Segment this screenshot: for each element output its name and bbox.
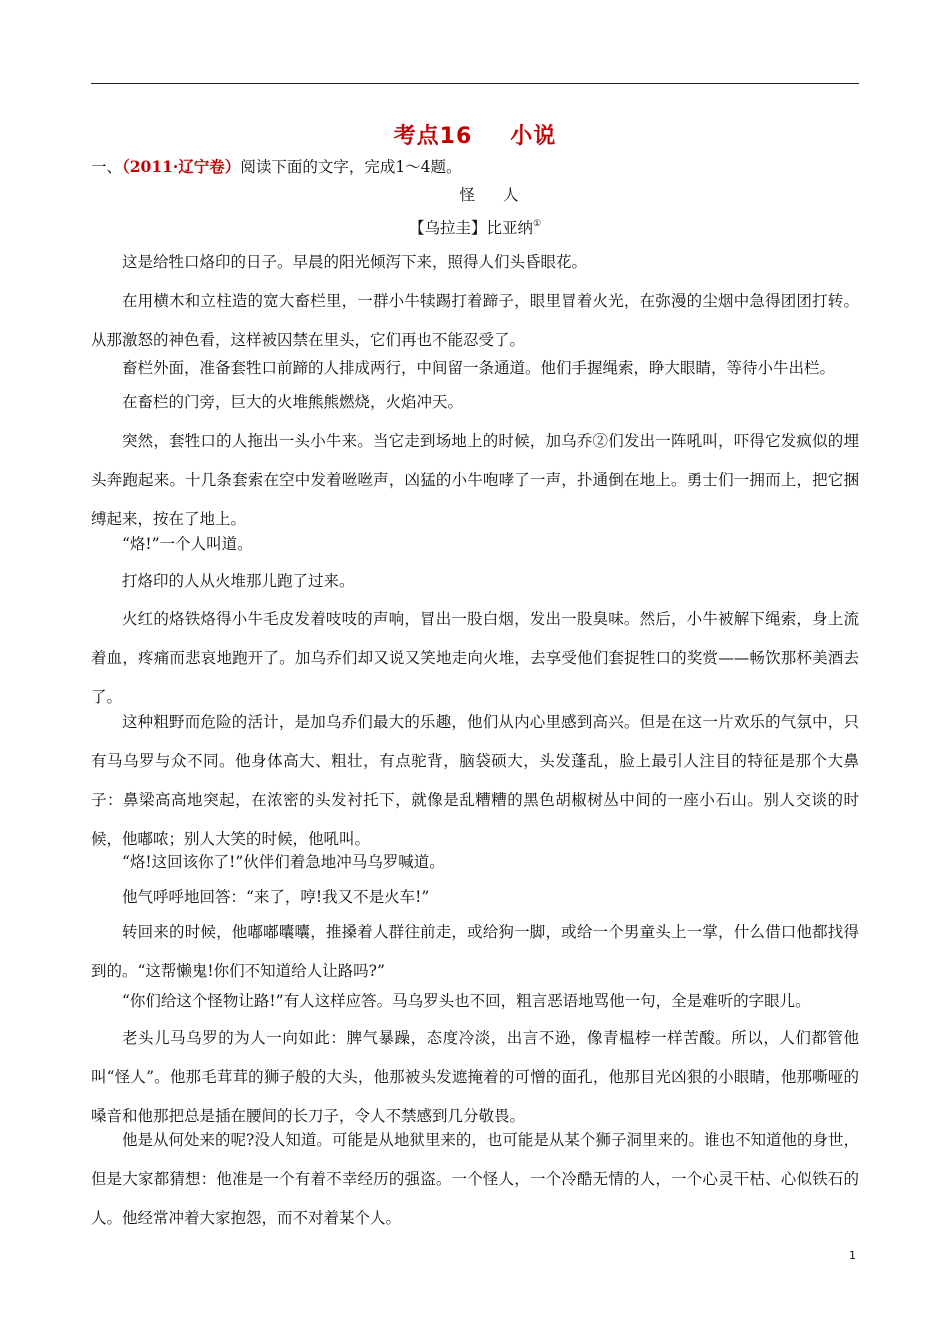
title-topic-name: 小说	[510, 124, 557, 149]
header-rule	[91, 83, 859, 84]
page-title	[0, 119, 950, 150]
paragraph-5: 突然，套牲口的人拖出一头小牛来。当它走到场地上的时候，加乌乔②们发出一阵吼叫，吓得它发疯似的埋头奔跑起来。十几条套索在空中发着咝咝声，凶猛的小牛咆哮了一声，扑通倒在地上。勇士们一拥而上，把它捆缚起来，按在了地上。	[91, 432, 859, 528]
paragraph-2: 在用横木和立柱造的宽大畜栏里，一群小牛犊踢打着蹄子，眼里冒着火光，在弥漫的尘烟中急得团团打转。从那激怒的神色看，这样被囚禁在里头，它们再也不能忍受了。	[91, 292, 859, 349]
paragraph-10: “烙!这回该你了!”伙伴们着急地冲马乌罗喊道。	[122, 853, 445, 871]
question-instruction: 阅读下面的文字，完成1～4题。	[240, 158, 462, 176]
paragraph-4: 在畜栏的门旁，巨大的火堆熊熊燃烧，火焰冲天。	[122, 393, 464, 411]
story-author	[0, 214, 950, 238]
author-footnote-mark: ①	[532, 219, 542, 229]
question-number: 一、	[91, 158, 123, 176]
paragraph-8: 火红的烙铁烙得小牛毛皮发着吱吱的声响，冒出一股白烟，发出一股臭味。然后，小牛被解下绳索，身上流着血，疼痛而悲哀地跑开了。加乌乔们却又说又笑地走向火堆，去享受他们套捉牲口的奖赏——畅饮那杯美酒去了。	[91, 610, 859, 706]
author-name: 【乌拉圭】比亚纳	[408, 219, 533, 237]
page-number: 1	[849, 1249, 856, 1262]
paragraph-3: 畜栏外面，准备套牲口前蹄的人排成两行，中间留一条通道。他们手握绳索，睁大眼睛，等待小牛出栏。	[122, 359, 836, 377]
question-source: （2011·辽宁卷）	[122, 157, 241, 176]
title-topic-number: 考点16	[393, 124, 473, 149]
question-heading	[91, 157, 462, 177]
paragraph-7: 打烙印的人从火堆那儿跑了过来。	[122, 572, 355, 590]
paragraph-13: “你们给这个怪物让路!”有人这样应答。马乌罗头也不回，粗言恶语地骂他一句，全是难听的字眼儿。	[122, 992, 811, 1010]
paragraph-15: 他是从何处来的呢?没人知道。可能是从地狱里来的，也可能是从某个狮子洞里来的。谁也不知道他的身世，但是大家都猜想：他准是一个有着不幸经历的强盗。一个怪人，一个冷酷无情的人，一个心灵干枯、心似铁石的人。他经常冲着大家抱怨，而不对着某个人。	[91, 1131, 859, 1227]
paragraph-6: “烙!”一个人叫道。	[122, 535, 253, 553]
story-title: 怪人	[459, 186, 547, 204]
paragraph-9: 这种粗野而危险的活计，是加乌乔们最大的乐趣，他们从内心里感到高兴。但是在这一片欢乐的气氛中，只有马乌罗与众不同。他身体高大、粗壮，有点驼背，脑袋硕大，头发蓬乱，脸上最引人注目的特征是那个大鼻子：鼻梁高高地突起，在浓密的头发衬托下，就像是乱糟糟的黑色胡椒树丛中间的一座小石山。别人交谈的时候，他嘟哝；别人大笑的时候，他吼叫。	[91, 713, 859, 848]
paragraph-1: 这是给牲口烙印的日子。早晨的阳光倾泻下来，照得人们头昏眼花。	[122, 253, 588, 271]
paragraph-12: 转回来的时候，他嘟嘟囔囔，推搡着人群往前走，或给狗一脚，或给一个男童头上一掌，什么借口他都找得到的。“这帮懒鬼!你们不知道给人让路吗?”	[91, 923, 859, 980]
paragraph-14: 老头儿马乌罗的为人一向如此：脾气暴躁，态度冷淡，出言不逊，像青榅桲一样苦酸。所以，人们都管他叫“怪人”。他那毛茸茸的狮子般的大头，他那被头发遮掩着的可憎的面孔，他那目光凶狠的小眼睛，他那嘶哑的嗓音和他那把总是插在腰间的长刀子，令人不禁感到几分敬畏。	[91, 1029, 859, 1125]
paragraph-11: 他气呼呼地回答：“来了，哼!我又不是火车!”	[122, 888, 430, 906]
